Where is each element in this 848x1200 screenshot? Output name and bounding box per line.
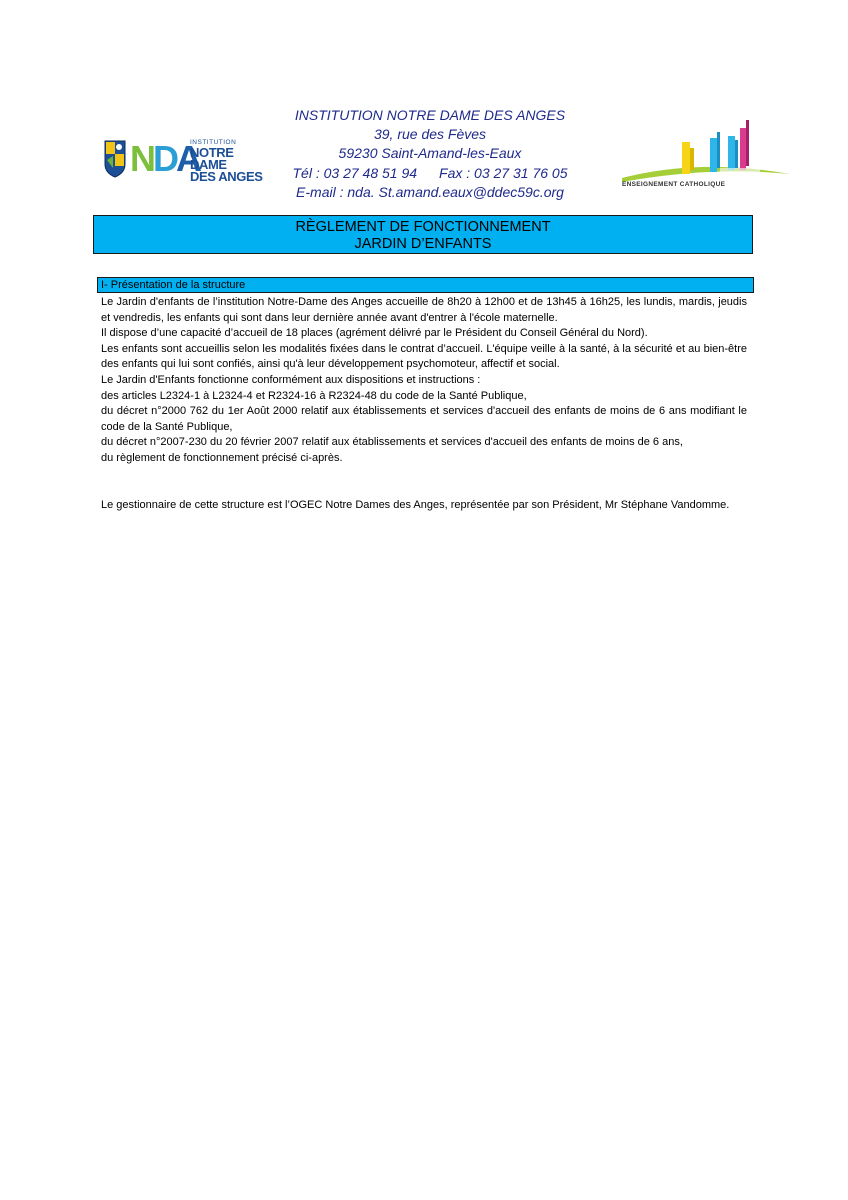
paragraph-regulations-intro: Le Jardin d'Enfants fonctionne conformément aux dispositions et instructions : [101,373,481,386]
institution-city: 59230 Saint-Amand-les-Eaux [338,145,522,162]
nda-logo [104,137,264,183]
section-body [101,295,747,467]
institution-header [280,106,580,202]
paragraph-decree-2000: du décret n°2000 762 du 1er Août 2000 relatif aux établissements et services d'accueil des enfants de moins de 6 ans modifiant le code de la Santé Publique, [101,405,747,433]
enseignement-catholique-icon [620,118,792,188]
nda-monogram: NDA [130,138,199,179]
school-crest-icon [104,140,126,178]
enseignement-catholique-label: ENSEIGNEMENT CATHOLIQUE [622,181,726,188]
paragraph-capacity: Il dispose d’une capacité d’accueil de 18 places (agrément délivré par le Président du Conseil Général du Nord). [101,327,648,340]
paragraph-manager: Le gestionnaire de cette structure est l’OGEC Notre Dames des Anges, représentée par son Président, Mr Stéphane Vandomme. [101,499,730,511]
title-line1: RÈGLEMENT DE FONCTIONNEMENT [295,219,551,235]
document-title [93,215,753,254]
fax-number: Fax : 03 27 31 76 05 [439,164,568,181]
paragraph-care: Les enfants sont accueillis selon les modalités fixées dans le contrat d’accueil. L'équipe veille à la santé, à la sécurité et au bien-être des enfants qui lui sont confiés, ainsi qu'à leur développement psychomoteur, affectif et social. [101,342,747,371]
nda-wordmark [190,139,264,183]
institution-name: INSTITUTION NOTRE DAME DES ANGES [294,107,566,123]
logo-line2: DES ANGES [190,169,263,184]
institution-street: 39, rue des Fèves [373,126,487,143]
logo-institution-label: INSTITUTION [190,139,237,146]
phone-number: Tél : 03 27 48 51 94 [292,164,418,181]
paragraph-hours: Le Jardin d'enfants de l’institution Notre-Dame des Anges accueille de 8h20 à 12h00 et de 13h45 à 16h25, les lundis, mardis, jeudis et vendredis, les enfants qui sont dans leur dernière année avant d'entrer à l'école maternelle. [101,296,747,324]
paragraph-rules: du règlement de fonctionnement précisé ci-après. [101,451,343,464]
phone-fax-line [280,164,580,183]
enseignement-catholique-logo [620,118,792,194]
section-heading: I- Présentation de la structure [97,277,754,293]
paragraph-articles: des articles L2324-1 à L2324-4 et R2324-16 à R2324-48 du code de la Santé Publique, [101,389,527,402]
email-address: E-mail : nda. St.amand.eaux@ddec59c.org [296,183,564,200]
title-line2: JARDIN D’ENFANTS [354,236,492,252]
paragraph-decree-2007: du décret n°2007-230 du 20 février 2007 relatif aux établissements et services d'accueil des enfants de moins de 6 ans, [101,436,683,449]
logo-line1: NOTRE DAME [190,145,234,172]
